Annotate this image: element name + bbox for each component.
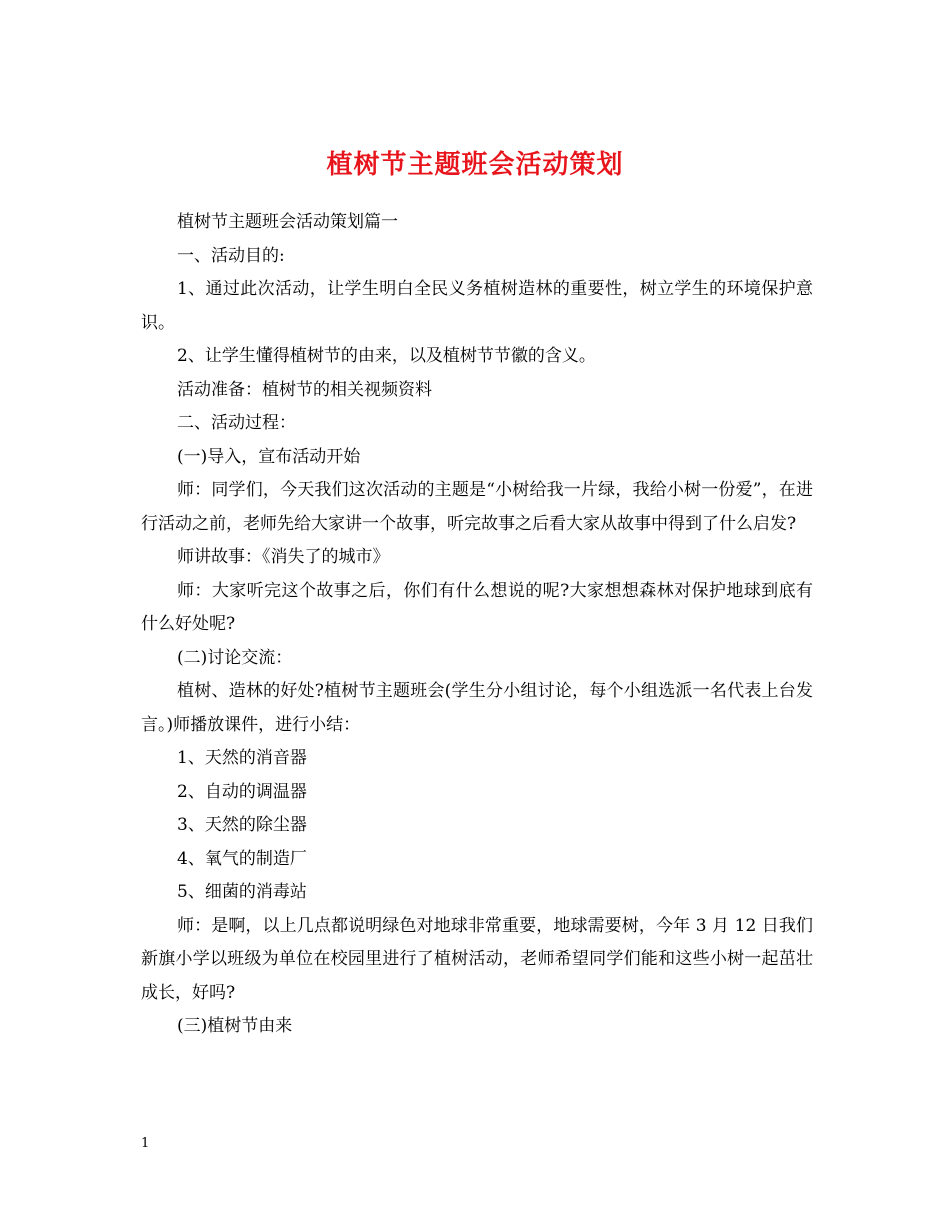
paragraph-process-heading: 二、活动过程： bbox=[177, 413, 296, 433]
document-body bbox=[141, 206, 813, 1044]
paragraph-teacher-opening: 师：同学们，今天我们这次活动的主题是“小树给我一片绿，我给小树一份爱”，在进行活动之前，老师先给大家讲一个故事，听完故事之后看大家从故事中得到了什么启发? bbox=[141, 480, 813, 534]
list-item: 4、氧气的制造厂 bbox=[177, 848, 307, 869]
paragraph-objective-2: 2、让学生懂得植树节的由来，以及植树节节徽的含义。 bbox=[177, 346, 596, 366]
paragraph-discussion-heading: (二)讨论交流： bbox=[177, 647, 293, 668]
list-item: 5、细菌的消毒站 bbox=[177, 882, 307, 902]
page-title: 植树节主题班会活动策划 bbox=[326, 150, 624, 181]
list-item: 2、自动的调温器 bbox=[177, 781, 307, 802]
page-number: 1 bbox=[141, 1136, 150, 1151]
paragraph-preparation: 活动准备：植树节的相关视频资料 bbox=[177, 379, 432, 400]
paragraph-story: 师讲故事：《消失了的城市》 bbox=[177, 547, 390, 567]
paragraph-teacher-question: 师：大家听完这个故事之后，你们有什么想说的呢?大家想想森林对保护地球到底有什么好处呢? bbox=[141, 580, 813, 634]
list-item: 1、天然的消音器 bbox=[177, 748, 307, 768]
paragraph-discussion: 植树、造林的好处?植树节主题班会(学生分小组讨论，每个小组选派一名代表上台发言。)师播放课件，进行小结： bbox=[141, 681, 813, 735]
paragraph-teacher-summary: 师：是啊，以上几点都说明绿色对地球非常重要，地球需要树，今年 3 月 12 日我们新旗小学以班级为单位在校园里进行了植树活动，老师希望同学们能和这些小树一起茁壮成长，好吗? bbox=[141, 915, 813, 1003]
paragraph-section-heading: 植树节主题班会活动策划篇一 bbox=[177, 212, 398, 232]
paragraph-objective-1: 1、通过此次活动，让学生明白全民义务植树造林的重要性，树立学生的环境保护意识。 bbox=[141, 279, 813, 333]
list-item: 3、天然的除尘器 bbox=[177, 815, 307, 835]
paragraph-step-intro: (一)导入，宣布活动开始 bbox=[177, 446, 361, 467]
paragraph-objectives-heading: 一、活动目的: bbox=[177, 245, 285, 266]
paragraph-origin-heading: (三)植树节由来 bbox=[177, 1016, 293, 1036]
